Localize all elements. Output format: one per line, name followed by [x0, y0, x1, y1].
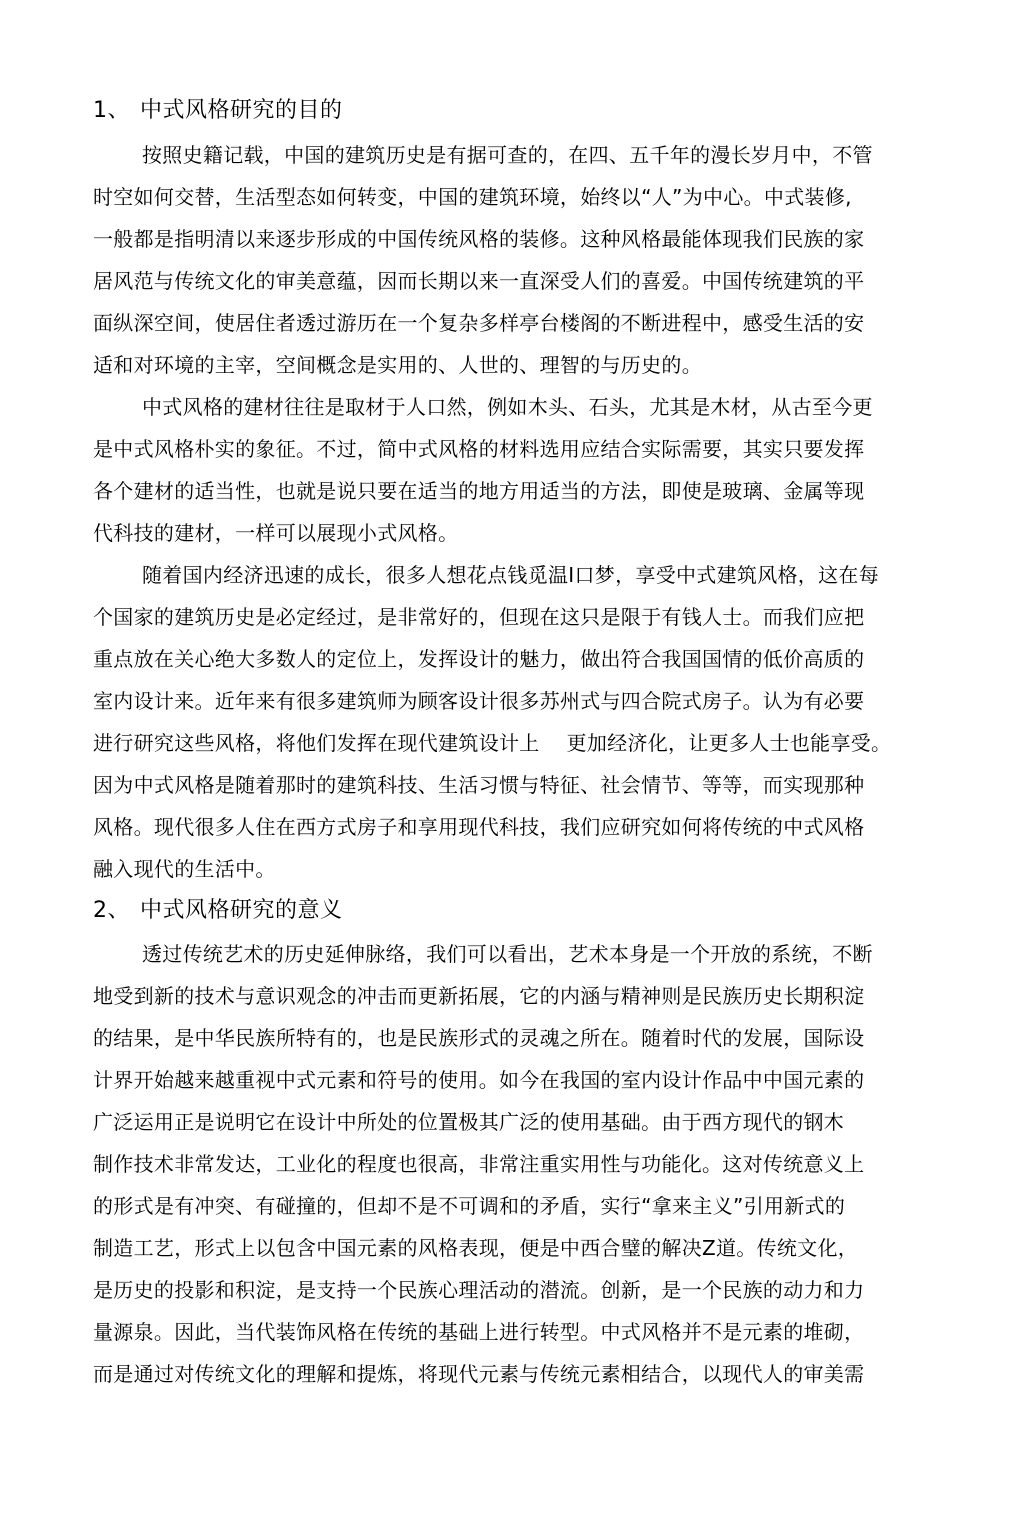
section-2-line: 制造工艺，形式上以包含中国元素的风格表现，便是中西合璧的解决Z道。传统文化，	[93, 1236, 859, 1260]
section-1-line: 个国家的建筑历史是必定经过，是非常好的，但现在这只是限于有钱人士。而我们应把	[93, 605, 865, 629]
section-1-line: 随着国内经济迅速的成长，很多人想花点钱觅温I口梦，享受中式建筑风格，这在每	[142, 563, 879, 587]
section-1-line: 居风范与传统文化的审美意蕴，因而长期以来一直深受人们的喜爱。中国传统建筑的平	[93, 269, 865, 293]
section-2-line: 量源泉。因此，当代装饰风格在传统的基础上进行转型。中式风格并不是元素的堆砌，	[93, 1320, 865, 1344]
section-1-line: 一般都是指明清以来逐步形成的中国传统风格的装修。这种风格最能体现我们民族的家	[93, 227, 865, 251]
section-1-line: 中式风格的建材往往是取材于人口然，例如木头、石头，尤其是木材，从古至今更	[142, 395, 873, 419]
section-1-line: 重点放在关心绝大多数人的定位上，发挥设计的魅力，做出符合我国国情的低价高质的	[93, 647, 865, 671]
section-2-line: 是历史的投影和积淀，是支持一个民族心理活动的潜流。创新，是一个民族的动力和力	[93, 1278, 865, 1302]
section-1-line: 按照史籍记载，中国的建筑历史是有据可查的，在四、五千年的漫长岁月中，不管	[142, 143, 873, 167]
section-2-line: 地受到新的技术与意识观念的冲击而更新拓展，它的内涵与精神则是民族历史长期积淀	[93, 984, 865, 1008]
section-1-line: 代科技的建材，一样可以展现小式风格。	[93, 521, 459, 545]
section-2-title: 中式风格研究的意义	[140, 898, 343, 923]
section-1-line: 室内设计来。近年来有很多建筑师为顾客设计很多苏州式与四合院式房子。认为有必要	[93, 689, 865, 713]
section-2-line: 的结果，是中华民族所特有的，也是民族形式的灵魂之所在。随着时代的发展，国际设	[93, 1026, 865, 1050]
section-1-line: 适和对环境的主宰，空间概念是实用的、人世的、理智的与历史的。	[93, 353, 702, 377]
section-1-line: 时空如何交替，生活型态如何转变，中国的建筑环境，始终以“人”为中心。中式装修,	[93, 185, 852, 209]
section-2-line: 广泛运用正是说明它在设计中所处的位置极其广泛的使用基础。由于西方现代的钢木	[93, 1110, 845, 1134]
section-2-line: 透过传统艺术的历史延伸脉络，我们可以看出，艺术本身是一个开放的系统，不断	[142, 942, 873, 966]
section-1-number: 1、	[93, 98, 130, 123]
section-2-line: 而是通过对传统文化的理解和提炼，将现代元素与传统元素相结合，以现代人的审美需	[93, 1362, 865, 1386]
section-2-heading	[93, 896, 343, 926]
section-1-line: 因为中式风格是随着那时的建筑科技、生活习惯与特征、社会情节、等等，而实现那种	[93, 773, 865, 797]
section-2-line: 制作技术非常发达，工业化的程度也很高，非常注重实用性与功能化。这对传统意义上	[93, 1152, 865, 1176]
section-1-line: 面纵深空间，使居住者透过游历在一个复杂多样亭台楼阁的不断进程中，感受生活的安	[93, 311, 865, 335]
section-1-line: 进行研究这些风格，将他们发挥在现代建筑设计上 更加经济化，让更多人士也能享受。	[93, 731, 892, 755]
section-1-line: 风格。现代很多人住在西方式房子和享用现代科技，我们应研究如何将传统的中式风格	[93, 815, 865, 839]
section-2-number: 2、	[93, 898, 130, 923]
section-2-line: 的形式是有冲突、有碰撞的，但却不是不可调和的矛盾，实行“拿来主义”引用新式的	[93, 1194, 846, 1218]
section-1-heading	[93, 96, 343, 126]
section-1-title: 中式风格研究的目的	[140, 98, 343, 123]
section-1-line: 各个建材的适当性，也就是说只要在适当的地方用适当的方法，即使是玻璃、金属等现	[93, 479, 865, 503]
section-1-line: 是中式风格朴实的象征。不过，简中式风格的材料选用应结合实际需要，其实只要发挥	[93, 437, 865, 461]
section-1-line: 融入现代的生活中。	[93, 857, 276, 881]
section-2-line: 计界开始越来越重视中式元素和符号的使用。如今在我国的室内设计作品中中国元素的	[93, 1068, 865, 1092]
